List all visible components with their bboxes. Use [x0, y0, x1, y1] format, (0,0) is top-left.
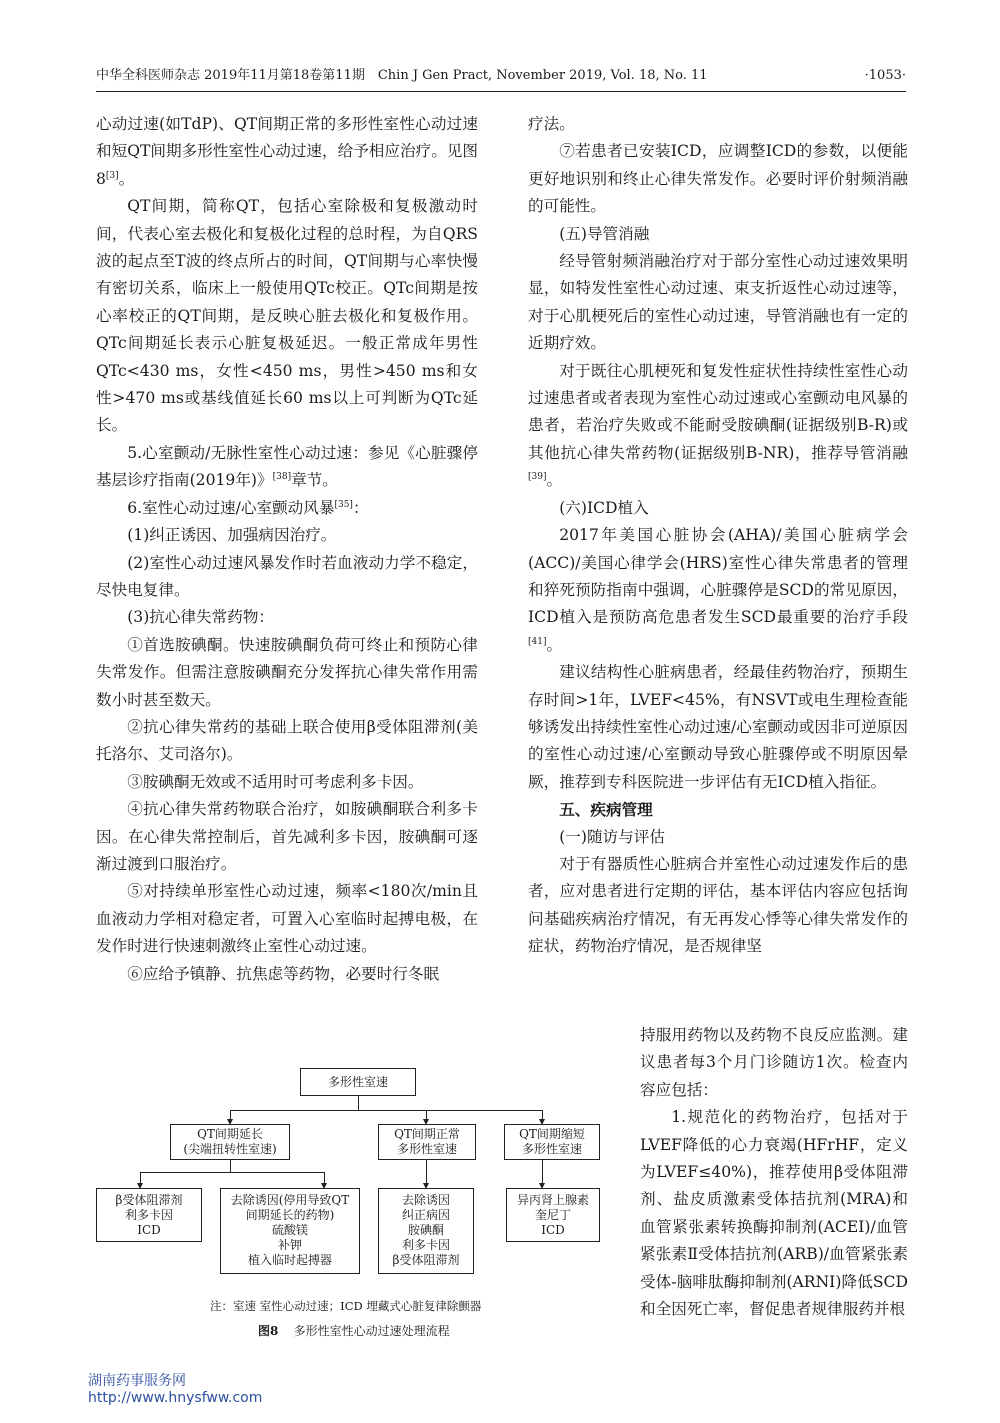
paragraph: 建议结构性心脏病患者，经最佳药物治疗，预期生存时间>1年，LVEF<45%，有NSVT或电生理检查能够诱发出持续性室性心动过速/心室颤动或因非可逆原因的室性心动过速/心室颤动导致心脏骤停或不明原因晕厥，推荐到专科医院进一步评估有无ICD植入指征。	[528, 663, 908, 791]
page-number: ·1053·	[864, 68, 906, 83]
left-column	[96, 111, 478, 988]
connector	[358, 1096, 359, 1110]
citation-ref: [38]	[272, 472, 292, 483]
flow-leaf-prolonged-measures	[220, 1188, 360, 1274]
paragraph: 经导管射频消融治疗对于部分室性心动过速效果明显，如特发性室性心动过速、束支折返性心动过速等，对于心肌梗死后的室性心动过速，导管消融也有一定的近期疗效。	[528, 252, 908, 353]
watermark-url[interactable]: http://www.hnysfww.com	[88, 1390, 263, 1406]
flow-node-line: QT间期延长	[197, 1127, 263, 1141]
journal-citation: 中华全科医师杂志 2019年11月第18卷第11期 Chin J Gen Pract, November 2019, Vol. 18, No. 11	[96, 68, 708, 83]
flow-node-line: 补钾	[277, 1238, 302, 1252]
flow-qt-prolonged-box	[170, 1124, 290, 1160]
flow-leaf-short	[506, 1188, 600, 1242]
flow-node-line: 植入临时起搏器	[247, 1253, 332, 1267]
flow-node-line: β受体阻滞剂	[115, 1193, 183, 1207]
flow-node-line: 利多卡因	[124, 1208, 173, 1222]
right-column	[528, 111, 908, 961]
connector	[426, 1160, 427, 1184]
paragraph: 6.室性心动过速/心室颤动风暴[35]：	[127, 498, 369, 517]
flow-node-line: (尖端扭转性室速)	[183, 1142, 277, 1156]
connector	[230, 1160, 231, 1172]
figure-note: 注：室速 室性心动过速；ICD 埋藏式心脏复律除颤器	[210, 1299, 482, 1313]
paragraph: (一)随访与评估	[559, 827, 665, 846]
citation-ref: [3]	[105, 170, 119, 181]
flow-node-line: 去除诱因(停用导致QT	[230, 1193, 350, 1207]
paragraph: 疗法。	[528, 115, 575, 133]
paragraph: (3)抗心律失常药物：	[127, 608, 275, 627]
paragraph: ⑦若患者已安装ICD，应调整ICD的参数，以便能更好地识别和终止心律失常发作。必要时评价射频消融的可能性。	[528, 142, 908, 216]
paragraph: 5.心室颤动/无脉性室性心动过速：参见《心脏骤停基层诊疗指南(2019年)》[38]章节。	[96, 443, 478, 490]
flow-root-label: 多形性室速	[327, 1075, 388, 1089]
paragraph: 2017年美国心脏协会(AHA)/美国心脏病学会(ACC)/美国心律学会(HRS)室性心律失常患者的管理和猝死预防指南中强调，心脏骤停是SCD的常见原因，ICD植入是预防高危患者发生SCD最重要的治疗手段[41]。	[528, 526, 908, 654]
flow-node-line: β受体阻滞剂	[392, 1253, 460, 1267]
paragraph: 持服用药物以及药物不良反应监测。建议患者每3个月门诊随访1次。检查内容应包括：	[640, 1026, 908, 1099]
right-column-lower	[640, 1022, 908, 1323]
header-rule	[96, 91, 906, 92]
figure-caption-text: 多形性室性心动过速处理流程	[293, 1324, 450, 1338]
citation-ref: [39]	[528, 472, 547, 483]
flow-node-line: 利多卡因	[401, 1238, 450, 1252]
flow-node-line: 硫酸镁	[271, 1223, 308, 1237]
flow-leaf-normal	[378, 1188, 474, 1274]
flow-node-line: ICD	[137, 1223, 161, 1237]
paragraph: ①首选胺碘酮。快速胺碘酮负荷可终止和预防心律失常发作。但需注意胺碘酮充分发挥抗心律失常作用需数小时甚至数天。	[96, 635, 478, 709]
flow-node-line: 纠正病因	[401, 1208, 450, 1222]
paragraph: 1.规范化的药物治疗，包括对于LVEF降低的心力衰竭(HFrHF，定义为LVEF≤40%)，推荐使用β受体阻滞剂、盐皮质激素受体拮抗剂(MRA)和血管紧张素转换酶抑制剂(ACEI)/血管紧张素Ⅱ受体拮抗剂(ARB)/血管紧张素受体-脑啡肽酶抑制剂(ARNI)降低SCD和全因死亡率，督促患者规律服药并根	[640, 1108, 908, 1319]
flow-node-line: 多形性室速	[396, 1142, 457, 1156]
figure-caption-label: 图8	[258, 1324, 279, 1338]
flow-node-line: QT间期正常	[394, 1127, 460, 1141]
paragraph: ③胺碘酮无效或不适用时可考虑利多卡因。	[127, 772, 424, 791]
flow-qt-short-box	[504, 1124, 600, 1160]
flow-node-line: 奎尼丁	[534, 1208, 571, 1222]
flow-root-box	[300, 1068, 416, 1096]
paragraph: (五)导管消融	[559, 224, 650, 243]
paragraph: 五、疾病管理	[559, 800, 653, 820]
watermark-name: 湖南药事服务网	[88, 1373, 186, 1389]
citation-ref: [35]	[334, 499, 353, 510]
paragraph: (2)室性心动过速风暴发作时若血液动力学不稳定，尽快电复律。	[96, 553, 478, 599]
paragraph: ④抗心律失常药物联合治疗，如胺碘酮联合利多卡因。在心律失常控制后，首先减利多卡因，胺碘酮可逐渐过渡到口服治疗。	[96, 800, 478, 873]
flow-node-line: 异丙肾上腺素	[516, 1193, 589, 1207]
flow-node-line: 多形性室速	[521, 1142, 582, 1156]
paragraph: ②抗心律失常药的基础上联合使用β受体阻滞剂(美托洛尔、艾司洛尔)。	[96, 717, 478, 764]
paragraph: ⑤对持续单形室性心动过速，频率<180次/min且血液动力学相对稳定者，可置入心室临时起搏电极，在发作时进行快速刺激终止室性心动过速。	[96, 882, 478, 956]
flow-node-line: 胺碘酮	[407, 1223, 444, 1237]
figure-caption	[258, 1322, 450, 1339]
connector	[230, 1110, 542, 1111]
paragraph: (1)纠正诱因、加强病因治疗。	[127, 526, 337, 545]
connector	[140, 1172, 324, 1173]
flow-node-line: ICD	[541, 1223, 565, 1237]
connector	[542, 1160, 543, 1184]
flow-leaf-prolonged-drugs	[96, 1188, 202, 1242]
flow-qt-normal-box	[378, 1124, 476, 1160]
flow-node-line: 去除诱因	[401, 1193, 450, 1207]
flow-node-line: QT间期缩短	[519, 1127, 585, 1141]
running-header	[96, 64, 906, 88]
paragraph: 心动过速(如TdP)、QT间期正常的多形性室性心动过速和短QT间期多形性室性心动过速，给予相应治疗。见图8[3]。	[96, 115, 478, 188]
flow-node-line: 间期延长的药物)	[245, 1208, 335, 1222]
paragraph: ⑥应给予镇静、抗焦虑等药物，必要时行冬眠	[127, 964, 440, 983]
paragraph: QT间期，简称QT，包括心室除极和复极激动时间，代表心室去极化和复极化过程的总时程，为自QRS波的起点至T波的终点所占的时间，QT间期与心率快慢有密切关系，临床上一般使用QTc校正。QTc间期是按心率校正的QT间期，是反映心脏去极化和复极作用。QTc间期延长表示心脏复极延迟。一般正常成年男性QTc<430 ms，女性<450 ms，男性>450 ms和女性>470 ms或基线值延长60 ms以上可判断为QTc延长。	[96, 197, 478, 435]
paragraph: 对于既往心肌梗死和复发性症状性持续性室性心动过速患者或者表现为室性心动过速或心室颤动电风暴的患者，若治疗失败或不能耐受胺碘酮(证据级别B-R)或其他抗心律失常药物(证据级别B-NR)，推荐导管消融[39]。	[528, 361, 908, 490]
paragraph: 对于有器质性心脏病合并室性心动过速发作后的患者，应对患者进行定期的评估，基本评估内容应包括询问基础疾病治疗情况，有无再发心悸等心律失常发作的症状，药物治疗情况，是否规律坚	[528, 854, 908, 956]
citation-ref: [41]	[528, 636, 547, 647]
paragraph: (六)ICD植入	[559, 498, 649, 517]
